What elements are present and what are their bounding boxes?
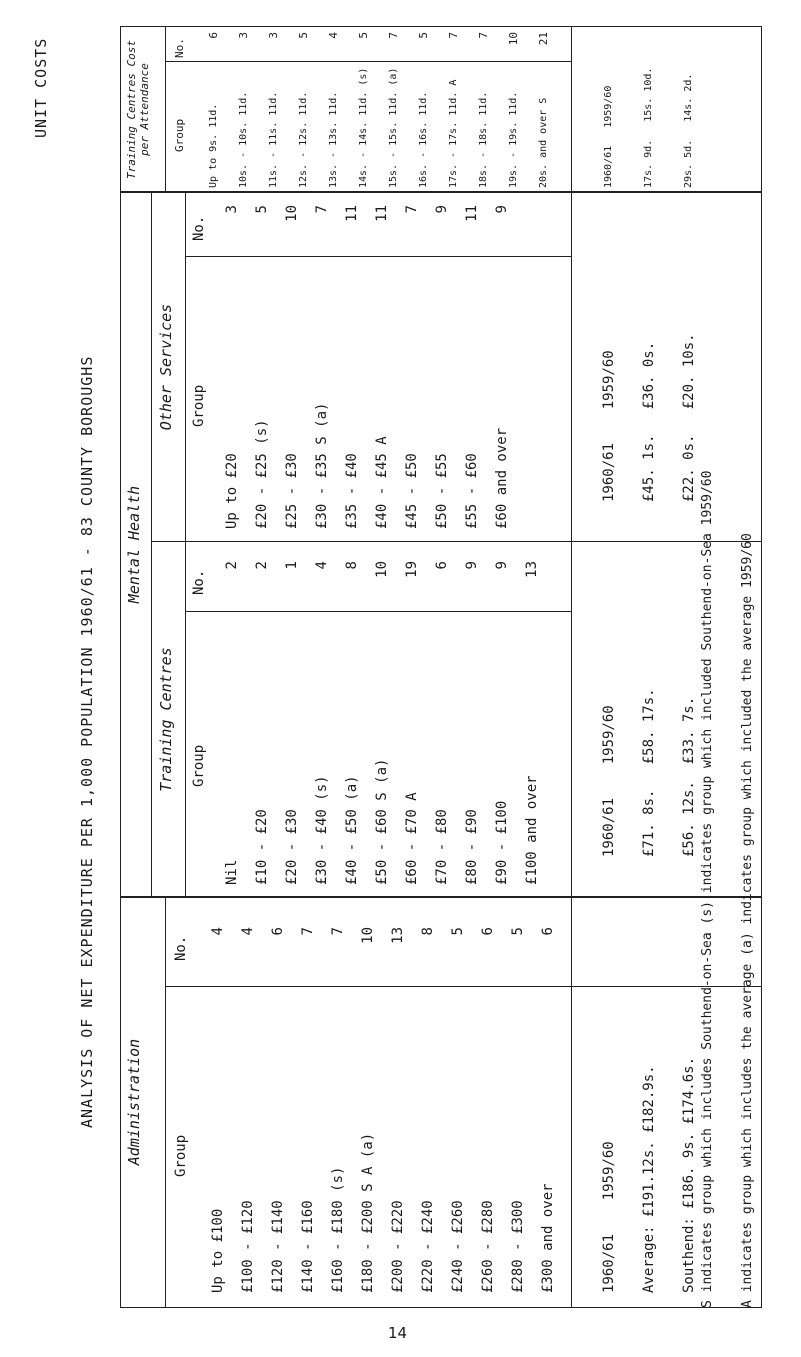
page-title: ANALYSIS OF NET EXPENDITURE PER 1,000 POPULATION 1960/61 - 83 COUNTY BOROUGHS [78,355,96,1128]
divider [151,541,761,542]
row-count: 2 [224,561,240,570]
count-list [217,205,517,251]
count-list [203,927,563,977]
row-group: £300 and over [540,1183,556,1293]
row-count: 2 [254,561,270,570]
row-group: 11s. - 11s. 11d. [268,91,279,188]
row-group: £40 - £45 A [374,436,390,529]
no-header: No. [191,569,207,595]
row-count: 7 [314,205,330,214]
row-group: 20s. and over S [538,97,549,188]
row-count: 11 [374,205,390,222]
cost-per-attendance-title: Training Centres Cost per Attendance [125,39,151,180]
group-list [199,68,559,188]
summary-average: Average: £191.12s. £182.9s. [641,1065,657,1293]
summary-southend: £56. 12s. £33. 7s. [681,696,697,857]
training-centres-title: Training Centres [157,647,175,792]
row-group: £30 - £35 S (a) [314,402,330,529]
row-group: 17s. - 17s. 11d. A [448,79,459,188]
count-list [217,561,547,607]
row-group: £50 - £60 S (a) [374,758,390,885]
row-group: Nil [224,859,240,885]
no-header: No. [191,215,207,241]
divider [165,986,761,987]
summary-header: 1960/61 1959/60 [601,1141,617,1293]
row-count: 7 [387,32,400,39]
mental-health-title: Mental Health [125,485,143,604]
group-header: Group [173,118,186,152]
summary-southend: 29s. 5d. 14s. 2d. [683,73,694,188]
row-group: £70 - £80 [434,809,450,885]
summary-southend: Southend: £186. 9s. £174.6s. [681,1056,697,1293]
row-group: £120 - £140 [270,1200,286,1293]
summary-average: £45. 1s. £36. 0s. [641,341,657,502]
other-services-title: Other Services [157,303,175,431]
row-count: 5 [510,927,526,936]
row-count: 10 [507,32,520,46]
summary-southend: £22. 0s. £20. 10s. [681,333,697,502]
row-group: £140 - £160 [300,1200,316,1293]
row-count: 5 [297,32,310,39]
divider [571,897,572,1307]
row-group: £10 - £20 [254,809,270,885]
row-group: £180 - £200 S A (a) [360,1132,376,1293]
group-list [217,759,547,885]
row-group: £220 - £240 [420,1200,436,1293]
row-group: 12s. - 12s. 11d. [298,91,309,188]
row-group: £90 - £100 [494,800,510,885]
row-group: £45 - £50 [404,453,420,529]
group-header: Group [173,1134,189,1177]
row-group: £260 - £280 [480,1200,496,1293]
row-count: 7 [447,32,460,39]
row-group: £30 - £40 (s) [314,775,330,885]
row-group: 19s. - 19s. 11d. [508,91,519,188]
row-group: £160 - £180 (s) [330,1166,346,1293]
row-count: 11 [464,205,480,222]
row-count: 3 [237,32,250,39]
no-header: No. [173,38,186,58]
row-count: 4 [314,561,330,570]
count-list [199,32,559,60]
row-count: 5 [417,32,430,39]
row-group: £60 - £70 A [404,792,420,885]
summary-header: 1960/61 1959/60 [601,350,617,502]
administration-panel [120,896,762,1308]
row-count: 6 [434,561,450,570]
row-count: 5 [254,205,270,214]
row-count: 6 [270,927,286,936]
summary-average: 17s. 9d. 15s. 10d. [643,67,654,188]
row-group: 15s. - 15s. 11d. (a) [388,67,399,188]
row-count: 8 [344,561,360,570]
row-group: 18s. - 18s. 11d. [478,91,489,188]
row-count: 11 [344,205,360,222]
administration-title: Administration [125,1038,143,1166]
row-count: 8 [420,927,436,936]
row-group: Up to 9s. 11d. [208,103,219,188]
divider [151,192,152,897]
row-count: 4 [210,927,226,936]
row-count: 7 [330,927,346,936]
row-count: 10 [284,205,300,222]
row-count: 1 [284,561,300,570]
row-group: £100 - £120 [240,1200,256,1293]
rotated-content [20,23,780,1308]
row-count: 4 [327,32,340,39]
cost-per-attendance-panel [120,26,762,193]
group-list [203,1133,563,1293]
row-group: £100 and over [524,775,540,885]
row-count: 9 [434,205,450,214]
row-count: 6 [480,927,496,936]
divider [165,27,166,192]
group-header: Group [191,384,207,427]
summary-average: £71. 8s. £58. 17s. [641,688,657,857]
row-group: Up to £20 [224,453,240,529]
divider [165,897,166,1307]
row-count: 19 [404,561,420,578]
row-group: £40 - £50 (a) [344,775,360,885]
row-group: 10s. - 10s. 11d. [238,91,249,188]
row-count: 9 [464,561,480,570]
row-group: £50 - £55 [434,453,450,529]
footnote-a: A indicates group which includes the average (a) indicates group which included the average 1959/60 [740,533,755,1308]
row-count: 5 [357,32,370,39]
row-group: £25 - £30 [284,453,300,529]
divider [185,192,186,897]
divider [165,61,571,62]
row-group: £20 - £25 (s) [254,419,270,529]
summary-header: 1960/61 1959/60 [601,705,617,857]
page-number: 14 [388,1324,408,1342]
row-group: 14s. - 14s. 11d. (s) [358,67,369,188]
summary-header: 1960/61 1959/60 [603,85,614,188]
row-count: 6 [540,927,556,936]
row-group: £80 - £90 [464,809,480,885]
footnotes-rotated [690,23,790,1308]
row-count: 7 [404,205,420,214]
divider [185,256,571,257]
row-count: 4 [240,927,256,936]
row-count: 7 [477,32,490,39]
mental-health-panel [120,191,762,898]
row-group: 13s. - 13s. 11d. [328,91,339,188]
row-group: £240 - £260 [450,1200,466,1293]
row-count: 3 [267,32,280,39]
row-group: £55 - £60 [464,453,480,529]
footnote-s: S indicates group which includes Southend-on-Sea (s) indicates group which included Southend-on-Sea 1959/60 [700,470,715,1308]
row-group: £200 - £220 [390,1200,406,1293]
row-group: £280 - £300 [510,1200,526,1293]
row-count: 10 [360,927,376,944]
row-count: 13 [524,561,540,578]
row-group: 16s. - 16s. 11d. [418,91,429,188]
row-group: £60 and over [494,427,510,529]
divider [185,611,571,612]
divider [571,192,572,897]
row-count: 9 [494,561,510,570]
row-count: 6 [207,32,220,39]
unit-costs-heading: UNIT COSTS [32,37,50,138]
row-count: 3 [224,205,240,214]
no-header: No. [173,935,189,961]
row-group: £20 - £30 [284,809,300,885]
row-count: 7 [300,927,316,936]
row-count: 9 [494,205,510,214]
group-header: Group [191,744,207,787]
row-count: 5 [450,927,466,936]
row-count: 21 [537,32,550,46]
group-list [217,403,517,529]
divider [571,27,572,192]
row-group: Up to £100 [210,1208,226,1293]
row-count: 13 [390,927,406,944]
row-group: £35 - £40 [344,453,360,529]
row-count: 10 [374,561,390,578]
